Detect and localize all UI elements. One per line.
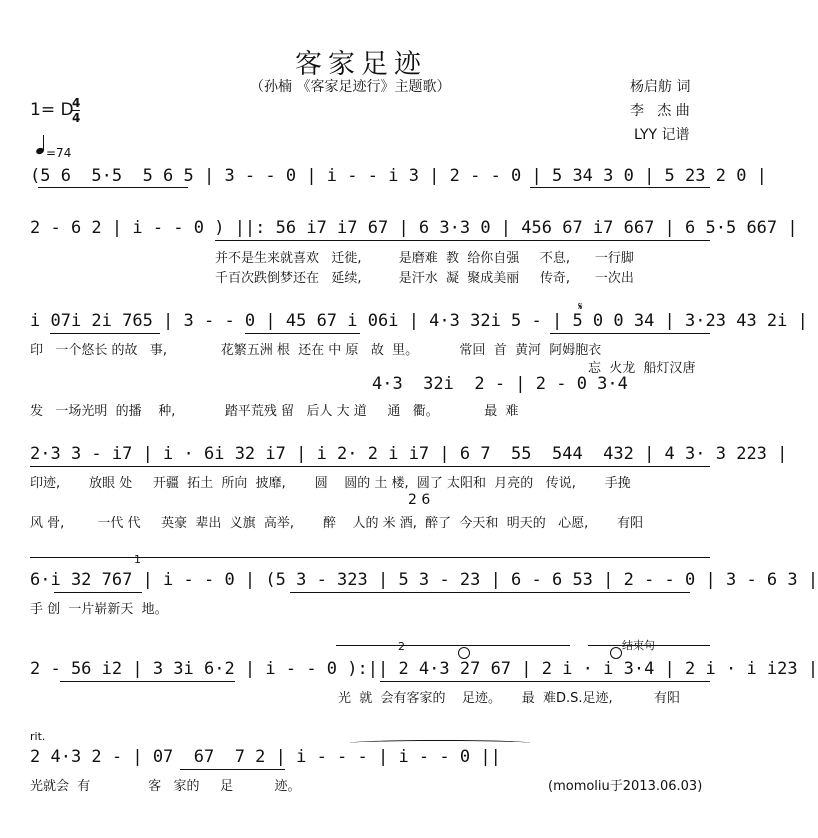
lyric-line-3-verse-2: 发 一场光明 的播 种, 踏平荒残 留 后人 大 道 通 衢。 最 难 — [30, 404, 519, 419]
time-top: 4 — [72, 96, 81, 110]
transcriber-credit: LYY 记谱 — [634, 127, 690, 143]
alt-ending-marker: 2 6 — [408, 492, 431, 508]
score-line-4: 2·3 3 - i7 | i · 6i 32 i7 | i 2· 2 i i7 | 6 7 55 544 432 | 4 3· 3 223 | — [30, 444, 788, 464]
tempo-marking: =74 — [46, 146, 72, 160]
score-line-7: 2 4·3 2 - | 07 67 7 2 | i - - - | i - - 0 || — [30, 747, 501, 767]
transcription-signature: (momoliu于2013.06.03) — [548, 779, 703, 794]
lyric-line-7: 光就会 有 客 家的 足 迹。 — [30, 779, 301, 794]
score-line-3-alt: 4·3 32i 2 - | 2 - 0 3·4 — [372, 374, 628, 394]
segno-icon: 𝄋 — [578, 300, 583, 313]
score-line-2: 2 - 6 2 | i - - 0 ) ||: 56 i7 i7 67 | 6 3·3 0 | 456 67 i7 667 | 6 5·5 667 | — [30, 218, 798, 238]
score-line-6: 2 - 56 i2 | 3 3i 6·2 | i - - 0 ):|| 2 4·3 27 67 | 2 i · i 3·4 | 2 i · i i23 | — [30, 659, 818, 679]
time-signature — [72, 97, 80, 124]
coda-icon — [458, 647, 470, 659]
score-line-1: (5 6 5·5 5 6 5 | 3 - - 0 | i - - i 3 | 2 - - 0 | 5 34 3 0 | 5 23 2 0 | — [30, 166, 767, 186]
lyric-line-3-verse-1b: 忘 火龙 船灯汉唐 — [588, 361, 696, 376]
lyric-line-3-verse-1: 印 一个悠长 的故 事, 花繁五洲 根 还在 中 原 故 里。 常回 首 黄河 阿姆胞衣 — [30, 343, 602, 358]
lyric-line-4-verse-1: 印迹, 放眼 处 开疆 拓土 所向 披靡, 圆 圆的 土 楼, 圆了 太阳和 月亮的 传说, 手挽 — [30, 476, 631, 491]
coda-icon-2 — [610, 647, 622, 659]
lyric-line-4-verse-2: 风 骨, 一代 代 英豪 辈出 义旗 高举, 醉 人的 米 酒, 醉了 今天和 明天的 心愿, 有阳 — [30, 516, 644, 531]
lyric-line-5: 手 创 一片崭新天 地。 — [30, 602, 168, 617]
time-bottom: 4 — [72, 111, 81, 125]
key-signature: 1= D — [30, 100, 74, 120]
volta-2: 2 — [398, 640, 405, 653]
score-line-5: 6·i 32 767 | i - - 0 | (5 3 - 323 | 5 3 - 23 | 6 - 6 53 | 2 - - 0 | 3 - 6 3 | — [30, 570, 818, 590]
volta-1: 1 — [134, 553, 141, 566]
page-title: 客家足迹 — [295, 49, 427, 80]
composer-credit: 李 杰 曲 — [630, 103, 690, 119]
lyric-line-2-verse-2: 千百次跌倒梦还在 延续, 是汗水 凝 聚成美丽 传奇, 一次出 — [215, 271, 634, 286]
score-line-3: i 07i 2i 765 | 3 - - 0 | 45 67 i 06i | 4·3 32i 5 - | 5 0 0 34 | 3·23 43 2i | — [30, 311, 808, 331]
lyric-line-2-verse-1: 并不是生来就喜欢 迁徙, 是磨难 教 给你自强 不息, 一行脚 — [215, 251, 634, 266]
lyric-line-6: 光 就 会有客家的 足迹。 最 难D.S.足迹, 有阳 — [338, 691, 680, 706]
lyricist-credit: 杨启舫 词 — [630, 79, 691, 95]
ending-label: 结束句 — [622, 639, 655, 652]
ritardando-marking: rit. — [30, 730, 46, 743]
subtitle: （孙楠 《客家足迹行》主题歌） — [250, 79, 451, 95]
